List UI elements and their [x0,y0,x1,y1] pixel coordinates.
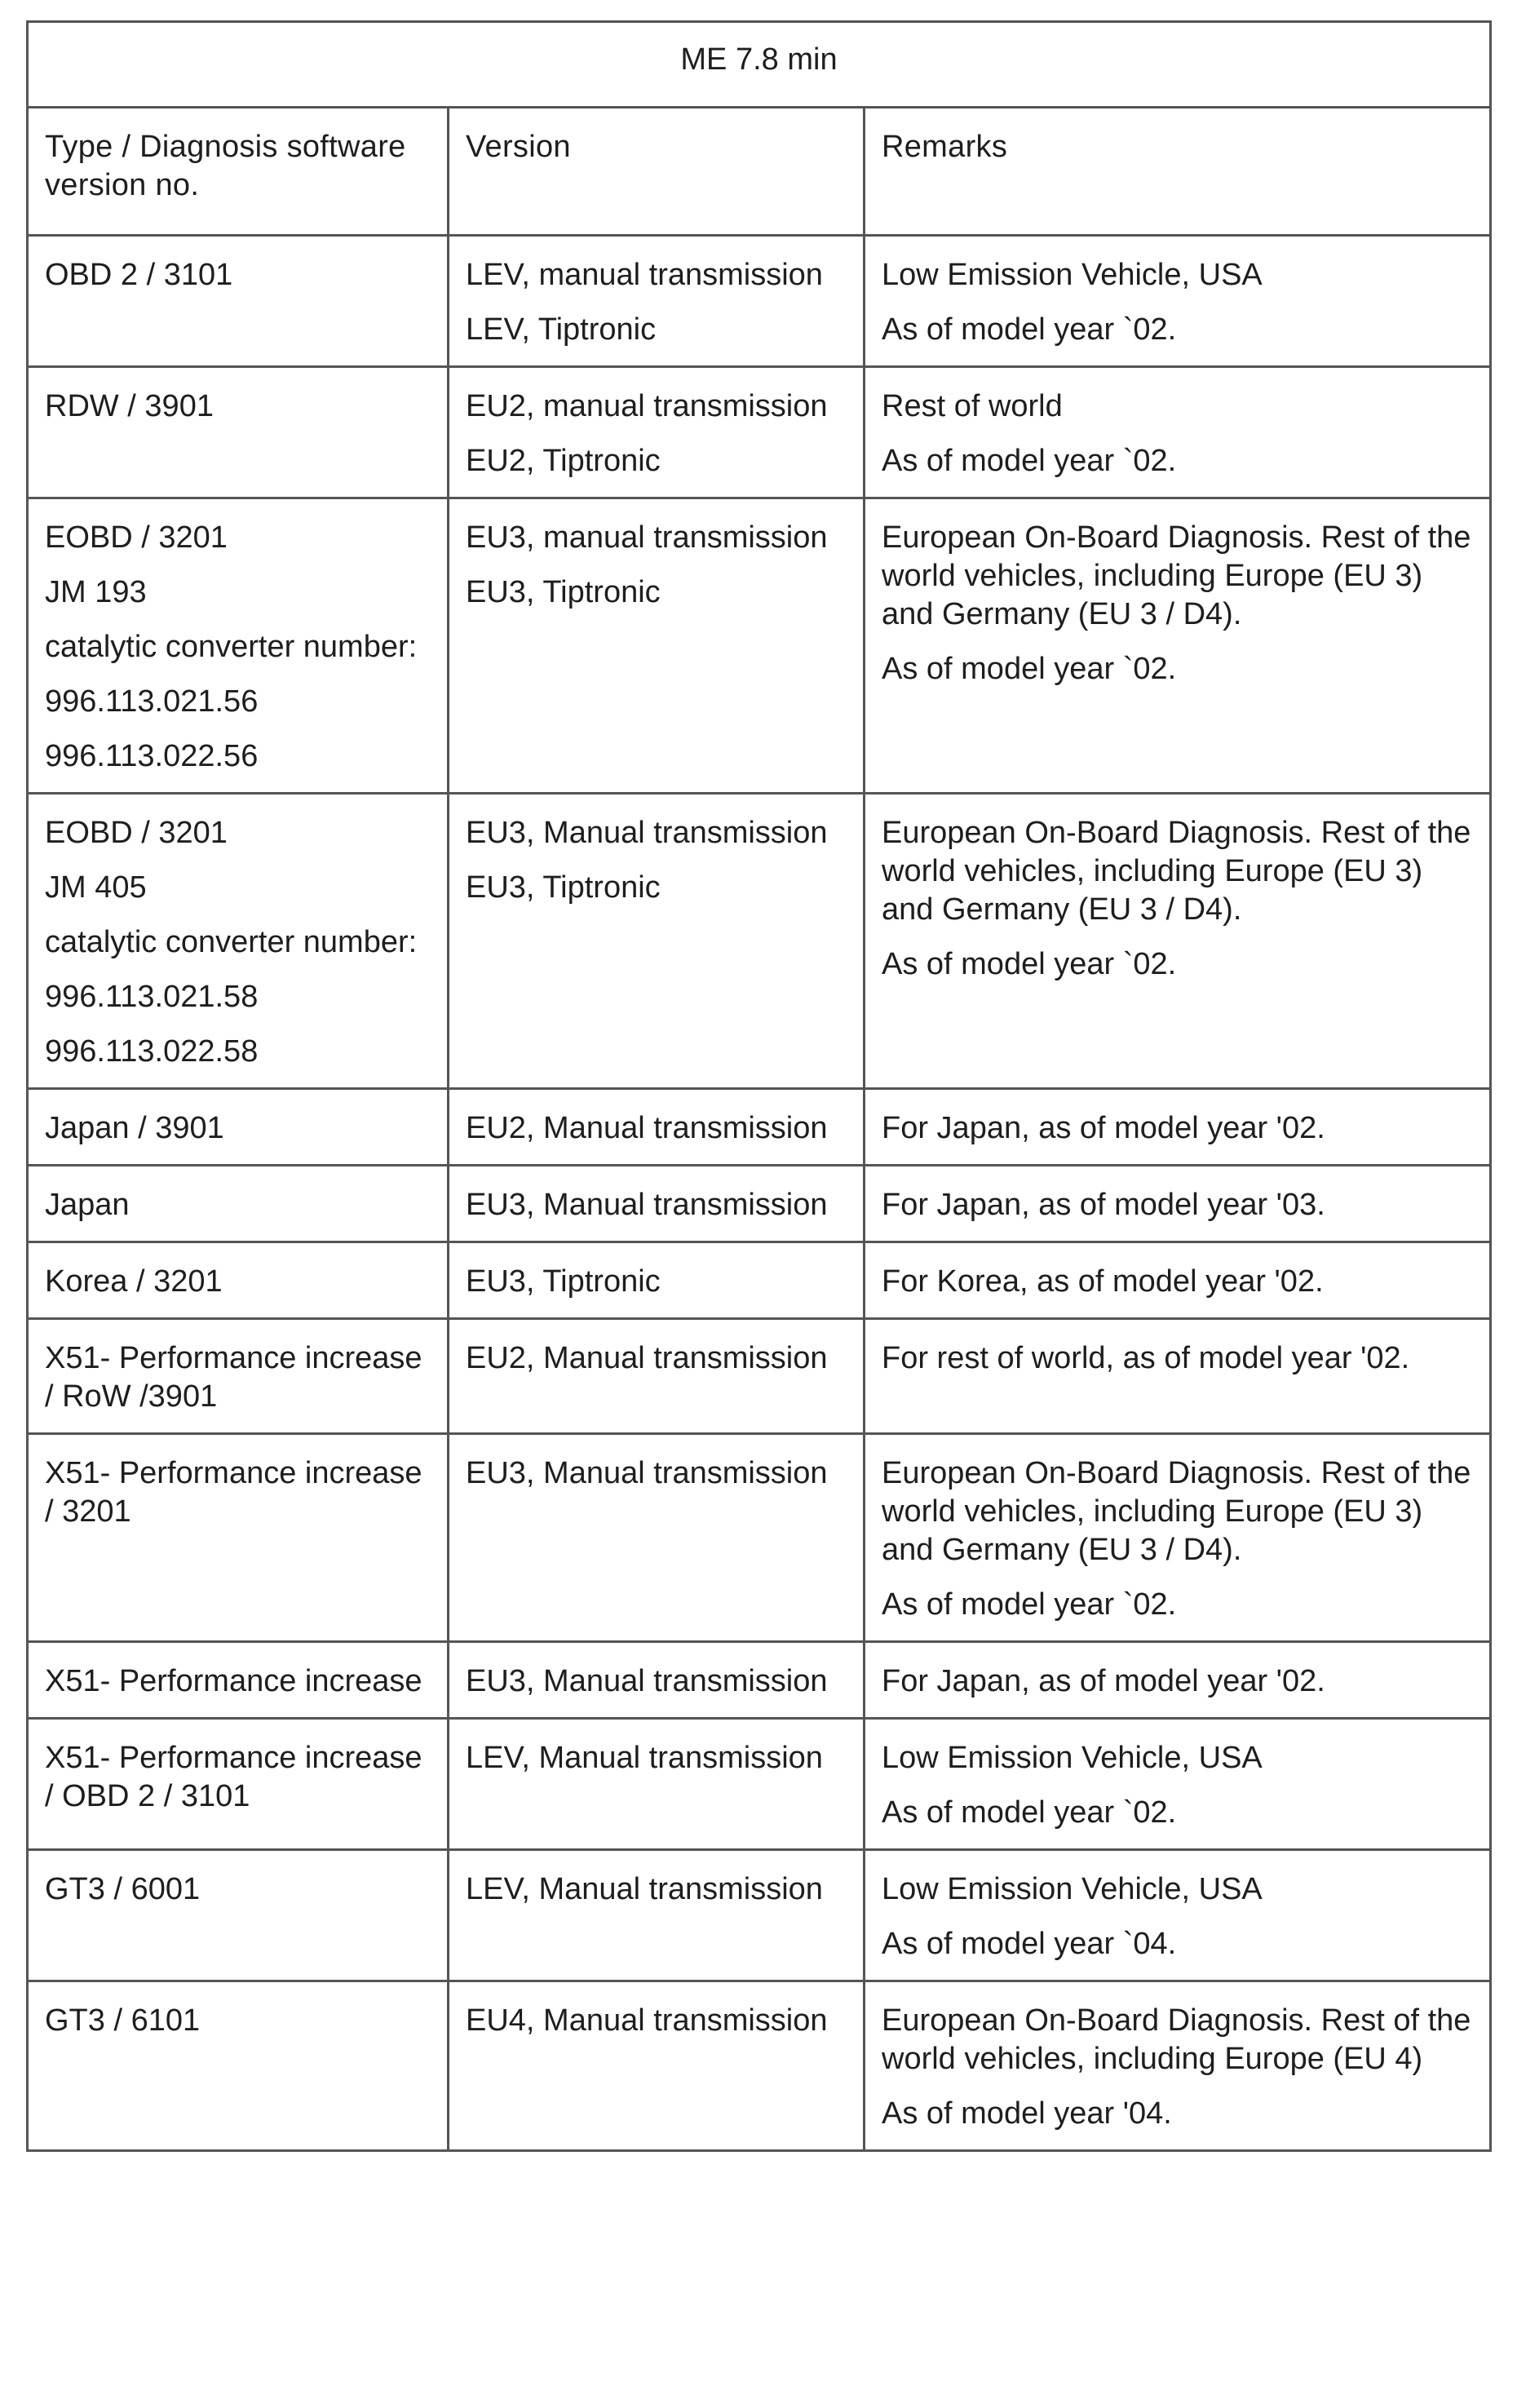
cell-line: EU2, Manual transmission [466,1341,828,1375]
cell-line: EU2, Tiptronic [466,444,661,478]
cell-version [449,794,865,1089]
table-row [28,794,1491,1089]
cell-remarks [865,1319,1491,1434]
cell-line: Rest of world [882,389,1063,423]
cell-remarks [865,498,1491,794]
table-row [28,1319,1491,1434]
cell-line: EU3, manual transmission [466,520,828,555]
cell-type [28,1319,449,1434]
cell-line: European On-Board Diagnosis. Rest of the world vehicles, including Europe (EU 4) [882,2003,1471,2076]
cell-version [449,1242,865,1319]
table-row [28,1166,1491,1242]
cell-version [449,1434,865,1642]
cell-remarks [865,367,1491,498]
table-row [28,1642,1491,1719]
cell-line: As of model year `02. [882,1587,1177,1622]
cell-line: As of model year `02. [882,312,1177,347]
cell-line: 996.113.021.58 [45,980,259,1014]
cell-line: As of model year `02. [882,947,1177,981]
cell-line: catalytic converter number: [45,925,418,959]
cell-line: European On-Board Diagnosis. Rest of the world vehicles, including Europe (EU 3) and Germany (EU 3 / D4). [882,816,1471,927]
cell-line: GT3 / 6101 [45,2003,201,2038]
cell-line: X51- Performance increase / 3201 [45,1456,422,1529]
cell-line: GT3 / 6001 [45,1872,201,1906]
cell-line: For Japan, as of model year '02. [882,1664,1325,1698]
table-row [28,1850,1491,1981]
cell-line: EU3, Tiptronic [466,1264,661,1299]
cell-remarks [865,1242,1491,1319]
cell-line: OBD 2 / 3101 [45,258,233,292]
cell-line: For Korea, as of model year '02. [882,1264,1324,1299]
column-header-remarks: Remarks [865,108,1491,236]
cell-line: For rest of world, as of model year '02. [882,1341,1410,1375]
table-title-row [28,22,1491,108]
cell-line: Japan / 3901 [45,1111,224,1145]
cell-line: As of model year `02. [882,1795,1177,1830]
cell-remarks [865,236,1491,367]
cell-line: Low Emission Vehicle, USA [882,1872,1263,1906]
cell-remarks [865,1089,1491,1166]
cell-type [28,1166,449,1242]
cell-line: Low Emission Vehicle, USA [882,1741,1263,1775]
cell-line: Low Emission Vehicle, USA [882,258,1263,292]
cell-line: For Japan, as of model year '03. [882,1188,1325,1222]
cell-version [449,367,865,498]
cell-line: EU2, manual transmission [466,389,828,423]
cell-remarks [865,1434,1491,1642]
cell-version [449,1981,865,2151]
cell-line: European On-Board Diagnosis. Rest of the world vehicles, including Europe (EU 3) and Germany (EU 3 / D4). [882,1456,1471,1567]
cell-line: EU3, Manual transmission [466,1664,828,1698]
cell-line: catalytic converter number: [45,630,418,664]
cell-type [28,794,449,1089]
cell-line: EOBD / 3201 [45,816,228,850]
cell-line: EU2, Manual transmission [466,1111,828,1145]
cell-type [28,367,449,498]
table-row [28,1242,1491,1319]
table-body [28,236,1491,2151]
cell-line: EOBD / 3201 [45,520,228,555]
cell-type [28,1719,449,1850]
cell-line: LEV, Manual transmission [466,1872,823,1906]
cell-line: 996.113.022.58 [45,1034,259,1069]
table-title: ME 7.8 min [28,22,1491,108]
cell-remarks [865,1850,1491,1981]
cell-line: Japan [45,1188,130,1222]
cell-type [28,1242,449,1319]
cell-line: EU4, Manual transmission [466,2003,828,2038]
cell-version [449,1850,865,1981]
cell-line: European On-Board Diagnosis. Rest of the world vehicles, including Europe (EU 3) and Germany (EU 3 / D4). [882,520,1471,631]
cell-type [28,1850,449,1981]
cell-line: As of model year `02. [882,444,1177,478]
cell-version [449,1719,865,1850]
cell-line: LEV, Manual transmission [466,1741,823,1775]
cell-remarks [865,1166,1491,1242]
table-row [28,1089,1491,1166]
cell-line: EU3, Manual transmission [466,1456,828,1490]
cell-line: JM 193 [45,575,147,609]
cell-line: As of model year `04. [882,1927,1177,1961]
cell-line: For Japan, as of model year '02. [882,1111,1325,1145]
cell-type [28,1642,449,1719]
cell-line: X51- Performance increase [45,1664,422,1698]
cell-line: LEV, Tiptronic [466,312,657,347]
cell-line: RDW / 3901 [45,389,214,423]
cell-version [449,1642,865,1719]
cell-line: JM 405 [45,870,147,905]
table-row [28,1981,1491,2151]
table-row [28,1434,1491,1642]
column-header-type: Type / Diagnosis software version no. [28,108,449,236]
table-header-row [28,108,1491,236]
cell-version [449,236,865,367]
cell-version [449,498,865,794]
cell-line: 996.113.022.56 [45,739,259,773]
table-row [28,1719,1491,1850]
cell-line: EU3, Tiptronic [466,870,661,905]
table-row [28,236,1491,367]
cell-remarks [865,1981,1491,2151]
cell-remarks [865,794,1491,1089]
cell-type [28,1434,449,1642]
cell-line: EU3, Manual transmission [466,816,828,850]
cell-line: EU3, Tiptronic [466,575,661,609]
cell-line: Korea / 3201 [45,1264,223,1299]
cell-line: As of model year '04. [882,2096,1172,2131]
cell-type [28,1089,449,1166]
table-row [28,367,1491,498]
cell-type [28,498,449,794]
cell-type [28,1981,449,2151]
cell-version [449,1319,865,1434]
cell-line: X51- Performance increase / OBD 2 / 3101 [45,1741,422,1813]
cell-line: 996.113.021.56 [45,684,259,719]
table-row [28,498,1491,794]
cell-version [449,1166,865,1242]
cell-type [28,236,449,367]
cell-line: EU3, Manual transmission [466,1188,828,1222]
cell-line: LEV, manual transmission [466,258,823,292]
cell-remarks [865,1642,1491,1719]
cell-version [449,1089,865,1166]
cell-line: As of model year `02. [882,652,1177,686]
column-header-version: Version [449,108,865,236]
cell-remarks [865,1719,1491,1850]
cell-line: X51- Performance increase / RoW /3901 [45,1341,422,1414]
software-version-table [26,20,1492,2152]
